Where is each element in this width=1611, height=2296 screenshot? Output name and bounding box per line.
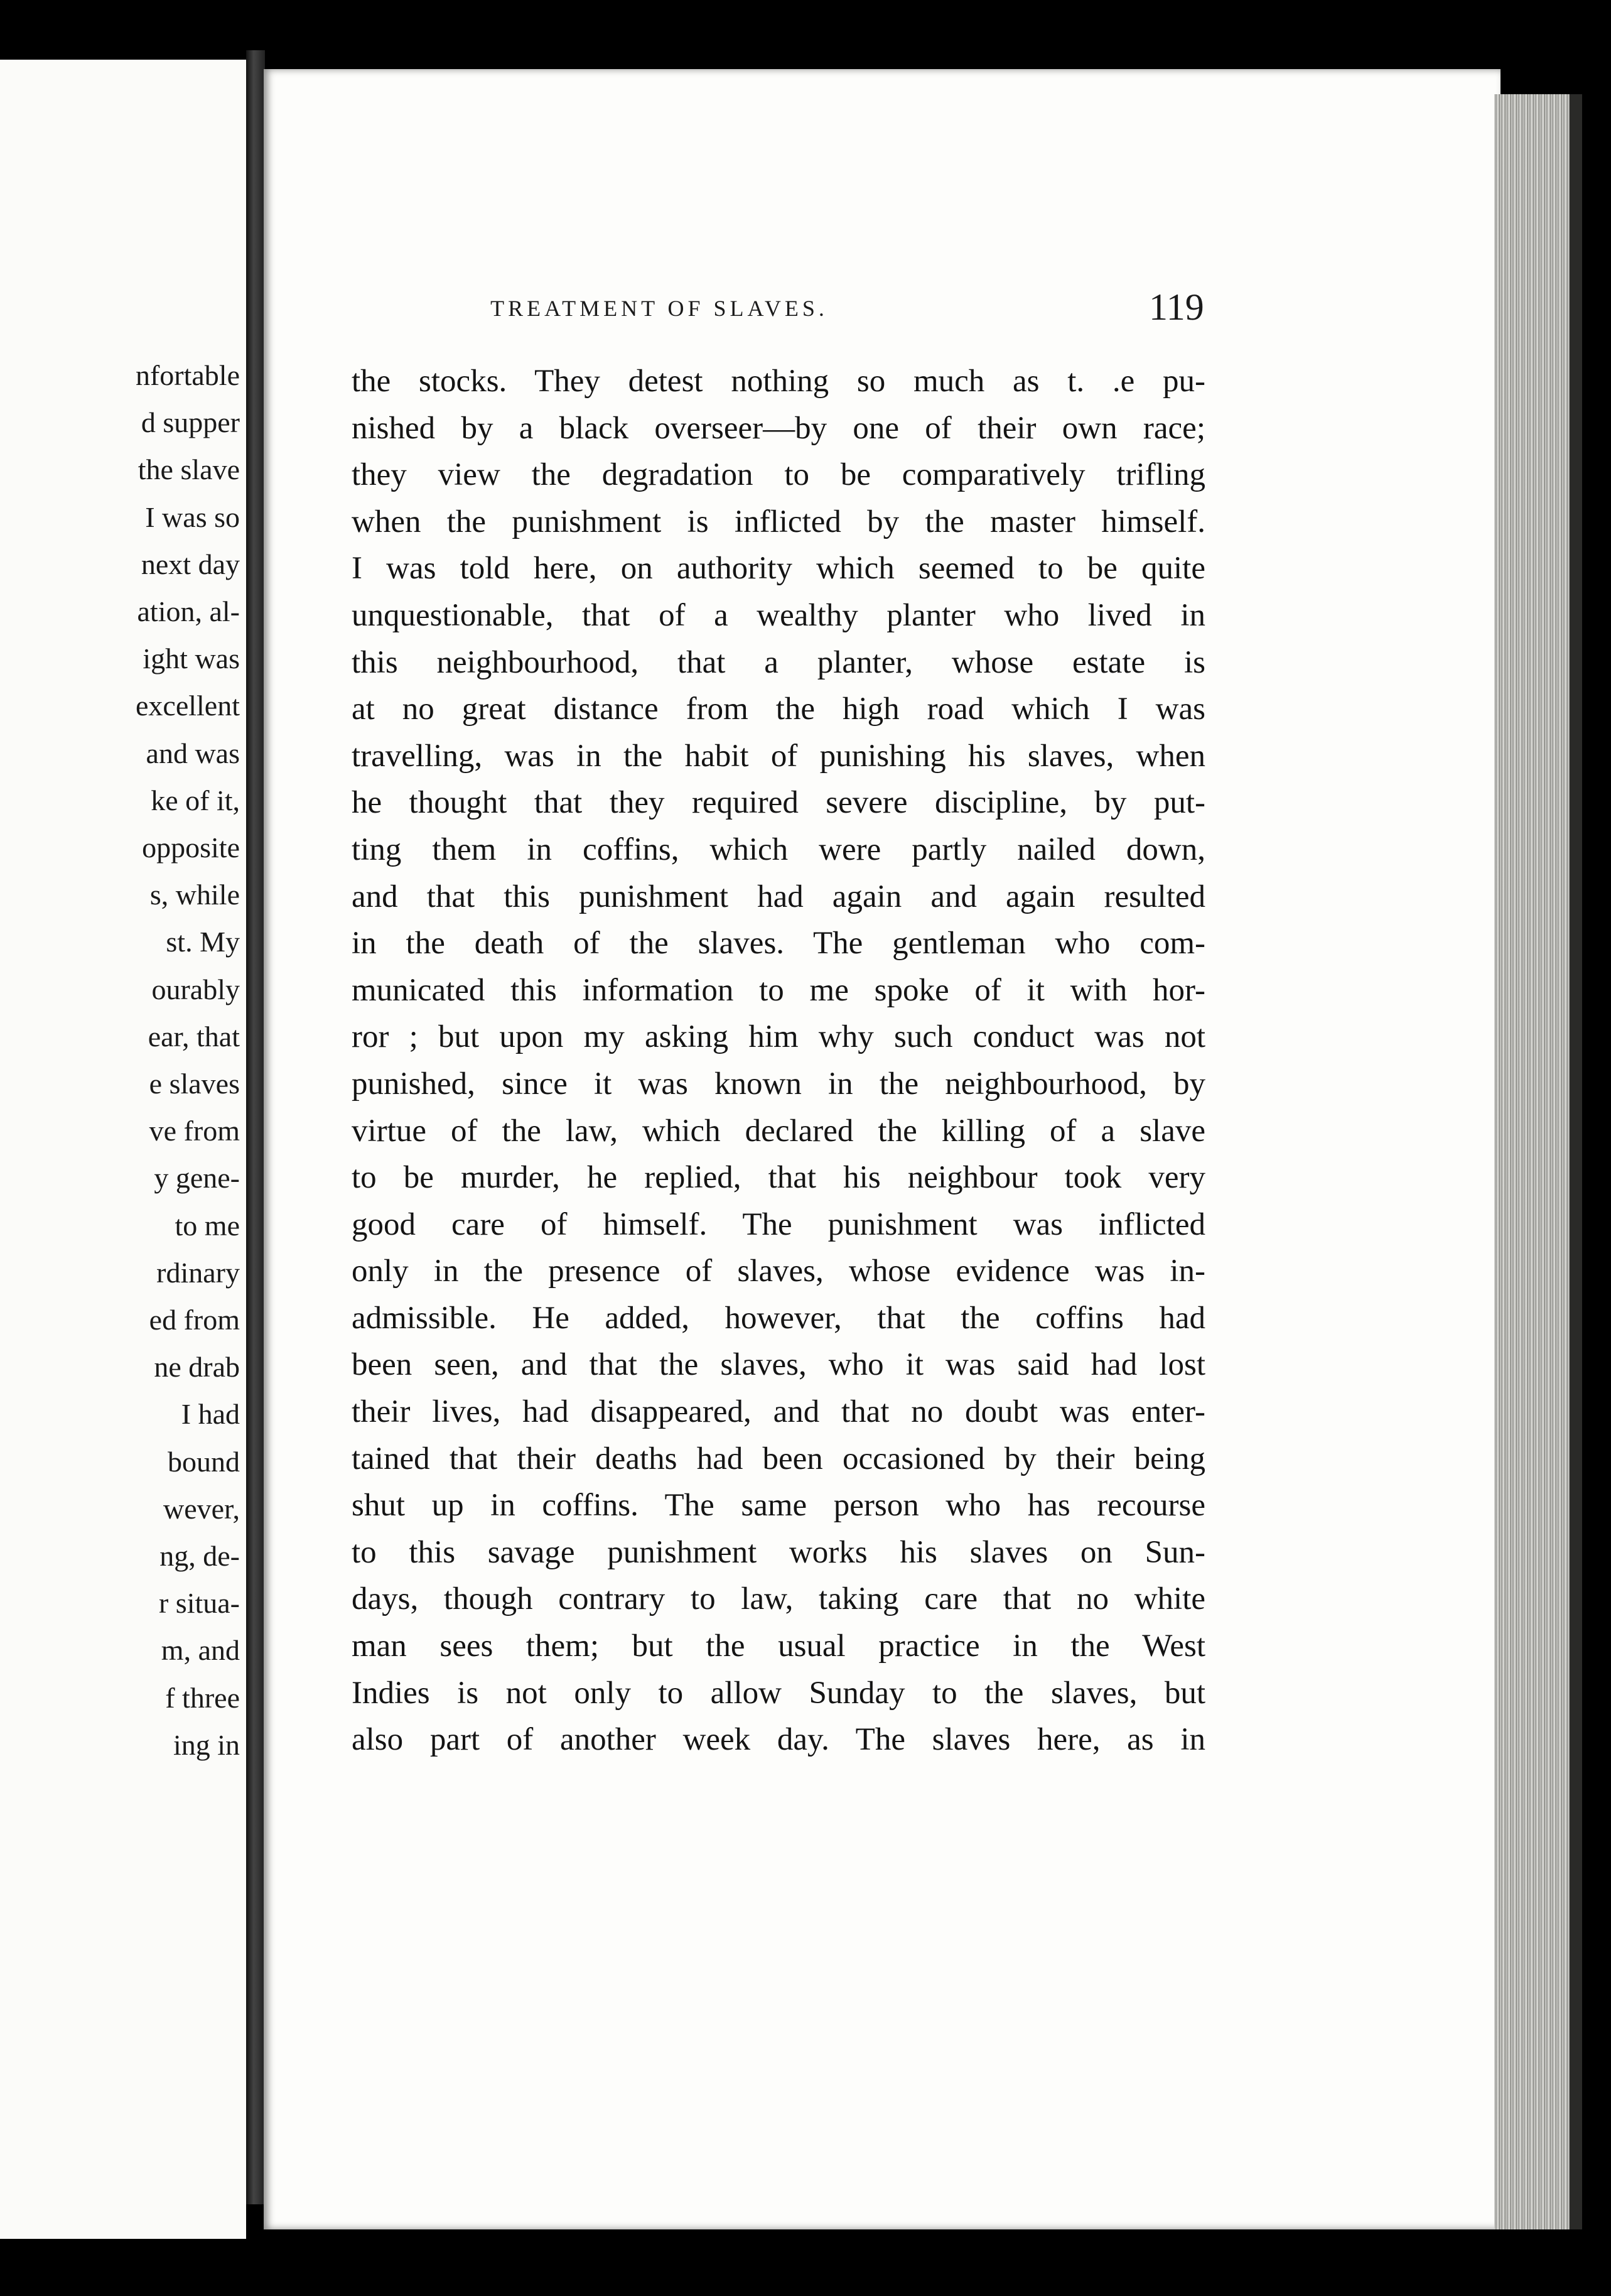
left-page-fragment (0, 60, 246, 2239)
left-page-line: I was so (145, 501, 240, 533)
text-line: and that this punishment had again and again resulted (352, 879, 1205, 914)
text-line: ror ; but upon my asking him why such conduct was not (352, 1019, 1205, 1055)
text-line: when the punishment is inflicted by the master himself. (352, 504, 1205, 539)
text-line: admissible. He added, however, that the coffins had (352, 1300, 1205, 1336)
left-page-line: to me (175, 1209, 240, 1242)
left-page-line: d supper (141, 406, 240, 439)
text-line: ting them in coffins, which were partly nailed down, (352, 831, 1205, 867)
text-line: I was told here, on authority which seemed to be quite (352, 551, 1205, 587)
left-page-line: st. My (166, 926, 240, 958)
left-page-line: excellent (135, 690, 240, 722)
left-page-line: m, and (161, 1634, 240, 1667)
left-page-line: y gene- (154, 1162, 240, 1194)
text-line: their lives, had disappeared, and that no doubt was enter- (352, 1394, 1205, 1430)
text-line: nished by a black overseer—by one of their own race; (352, 410, 1205, 446)
text-line: days, though contrary to law, taking care that no white (352, 1581, 1205, 1617)
text-line: this neighbourhood, that a planter, whose estate is (352, 644, 1205, 680)
body-text (352, 358, 1205, 1763)
left-page-line: nfortable (135, 359, 240, 391)
left-page-line: ve from (149, 1115, 240, 1147)
text-line: punished, since it was known in the neighbourhood, by (352, 1066, 1205, 1102)
text-line: they view the degradation to be comparatively trifling (352, 457, 1205, 493)
text-line: at no great distance from the high road which I was (352, 691, 1205, 727)
left-page-line: wever, (163, 1492, 240, 1525)
left-page-line: f three (165, 1681, 240, 1714)
page-number: 119 (1149, 286, 1204, 328)
book-gutter (246, 50, 265, 2204)
text-line: been seen, and that the slaves, who it was said had lost (352, 1347, 1205, 1383)
text-line: shut up in coffins. The same person who has recourse (352, 1488, 1205, 1524)
left-page-line: ight was (143, 642, 240, 675)
left-page-line: ing in (173, 1728, 240, 1761)
left-page-line: bound (168, 1445, 240, 1478)
text-line: to be murder, he replied, that his neighbour took very (352, 1160, 1205, 1196)
text-line: municated this information to me spoke of it with hor- (352, 972, 1205, 1008)
left-page-line: ke of it, (151, 784, 240, 816)
text-line: only in the presence of slaves, whose evidence was in- (352, 1254, 1205, 1289)
text-line: travelling, was in the habit of punishing his slaves, when (352, 738, 1205, 774)
left-page-line: ne drab (154, 1351, 240, 1384)
text-line: the stocks. They detest nothing so much as t. .e pu- (352, 364, 1205, 399)
running-head: TREATMENT OF SLAVES. (490, 296, 828, 321)
left-page-line: next day (141, 548, 240, 580)
left-page-line: opposite (142, 831, 240, 864)
left-page-line: and was (146, 737, 240, 769)
left-page-line: rdinary (156, 1256, 240, 1289)
text-line: virtue of the law, which declared the killing of a slave (352, 1113, 1205, 1149)
text-line: unquestionable, that of a wealthy planter who lived in (352, 597, 1205, 633)
left-page-line: ed from (149, 1304, 240, 1336)
text-line: he thought that they required severe discipline, by put- (352, 785, 1205, 821)
text-line: tained that their deaths had been occasioned by their being (352, 1441, 1205, 1476)
left-page-line: e slaves (149, 1068, 240, 1100)
page-edges (1494, 94, 1570, 2229)
left-page-line: I had (181, 1398, 240, 1431)
text-line: man sees them; but the usual practice in the West (352, 1628, 1205, 1664)
left-page-line: ear, that (148, 1020, 240, 1053)
text-line: also part of another week day. The slaves here, as in (352, 1722, 1205, 1758)
text-line: in the death of the slaves. The gentleman who com- (352, 926, 1205, 961)
left-page-line: ation, al- (137, 595, 240, 627)
left-page-line: the slave (137, 453, 240, 486)
text-line: Indies is not only to allow Sunday to the slaves, but (352, 1675, 1205, 1711)
left-page-line: s, while (149, 879, 240, 911)
left-page-line: ourably (151, 973, 240, 1005)
left-page-line: r situa- (158, 1587, 240, 1620)
text-line: to this savage punishment works his slaves on Sun- (352, 1534, 1205, 1570)
text-line: good care of himself. The punishment was inflicted (352, 1206, 1205, 1242)
left-page-line: ng, de- (159, 1540, 240, 1572)
